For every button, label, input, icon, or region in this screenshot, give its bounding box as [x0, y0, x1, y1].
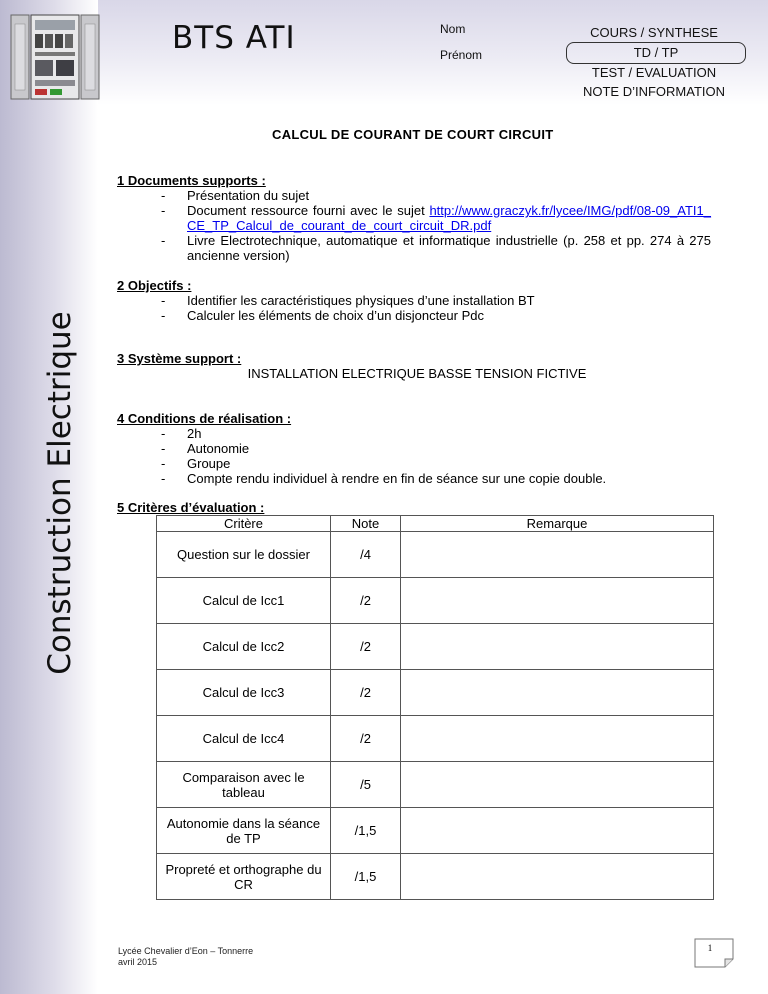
table-cell-remarque[interactable] — [401, 762, 714, 808]
list-item-text: Identifier les caractéristiques physiques d’une installation BT — [187, 293, 535, 308]
footer — [118, 946, 253, 968]
header-remarque: Remarque — [401, 516, 714, 532]
list-item-text: Présentation du sujet — [187, 188, 310, 203]
footer-school: Lycée Chevalier d’Eon – Tonnerre — [118, 946, 254, 956]
evaluation-table — [156, 515, 714, 900]
list-item-text: Document ressource fourni avec le sujet — [187, 203, 430, 218]
list-item — [159, 293, 535, 308]
list-item — [159, 203, 711, 233]
table-row — [157, 854, 714, 900]
list-item-text: Calculer les éléments de choix d’un disjoncteur Pdc — [187, 308, 484, 323]
section-objectifs — [117, 278, 535, 323]
table-row — [157, 532, 714, 578]
table-cell-remarque[interactable] — [401, 716, 714, 762]
header-note: Note — [331, 516, 401, 532]
footer-date: avril 2015 — [118, 957, 158, 967]
table-cell-critere: Calcul de Icc1 — [157, 578, 331, 624]
section-conditions — [117, 411, 606, 486]
table-row — [157, 578, 714, 624]
list-item-text: Groupe — [187, 456, 231, 471]
category-note-information: NOTE D’INFORMATION — [582, 84, 726, 99]
table-cell-remarque[interactable] — [401, 670, 714, 716]
list-item-text: Compte rendu individuel à rendre en fin de séance sur une copie double. — [187, 471, 607, 486]
side-title: Construction Electrique — [42, 311, 78, 675]
section-documents — [117, 173, 711, 263]
electrical-cabinet-image — [10, 14, 100, 100]
table-cell-critere: Calcul de Icc3 — [157, 670, 331, 716]
section-criteres — [117, 500, 264, 515]
table-row — [157, 762, 714, 808]
table-cell-note: /2 — [331, 624, 401, 670]
list-item — [159, 233, 711, 263]
side-title-container — [36, 288, 84, 698]
school-short-title: BTS ATI — [172, 20, 296, 56]
list-item — [159, 471, 606, 486]
table-cell-remarque[interactable] — [401, 578, 714, 624]
nom-label: Nom — [440, 22, 466, 36]
section-systeme-title: 3 Système support : — [117, 351, 242, 366]
section-documents-title: 1 Documents supports : — [117, 173, 266, 188]
table-cell-remarque[interactable] — [401, 532, 714, 578]
table-cell-note: /1,5 — [331, 854, 401, 900]
list-item — [159, 426, 606, 441]
table-cell-critere: Question sur le dossier — [157, 532, 331, 578]
list-item — [159, 456, 606, 471]
table-cell-note: /1,5 — [331, 808, 401, 854]
table-cell-note: /2 — [331, 716, 401, 762]
list-item-text: 2h — [187, 426, 202, 441]
table-cell-remarque[interactable] — [401, 624, 714, 670]
list-item — [159, 188, 711, 203]
table-cell-note: /2 — [331, 670, 401, 716]
table-cell-remarque[interactable] — [401, 808, 714, 854]
table-cell-critere: Autonomie dans la séance de TP — [157, 808, 331, 854]
section-objectifs-title: 2 Objectifs : — [117, 278, 192, 293]
list-item-text: Livre Electrotechnique, automatique et informatique industrielle (p. 258 et pp. 274 à 275 ancienne version) — [187, 233, 711, 263]
section-conditions-title: 4 Conditions de réalisation : — [117, 411, 292, 426]
page-number: 1 — [707, 943, 713, 953]
table-row — [157, 670, 714, 716]
category-td-tp-selected: TD / TP — [566, 42, 746, 64]
table-cell-remarque[interactable] — [401, 854, 714, 900]
table-row — [157, 808, 714, 854]
list-item-text: Autonomie — [187, 441, 250, 456]
category-test-evaluation: TEST / EVALUATION — [591, 65, 717, 80]
table-cell-note: /2 — [331, 578, 401, 624]
table-cell-note: /4 — [331, 532, 401, 578]
table-row — [157, 716, 714, 762]
systeme-value: INSTALLATION ELECTRIQUE BASSE TENSION FICTIVE — [247, 366, 587, 381]
header-critere: Critère — [157, 516, 331, 532]
table-header-row — [157, 516, 714, 532]
prenom-label: Prénom — [440, 48, 483, 62]
table-row — [157, 624, 714, 670]
section-systeme — [117, 351, 717, 381]
category-cours-synthese: COURS / SYNTHESE — [590, 25, 718, 40]
table-cell-critere: Calcul de Icc4 — [157, 716, 331, 762]
section-criteres-title: 5 Critères d’évaluation : — [117, 500, 265, 515]
list-item — [159, 308, 535, 323]
table-cell-critere: Comparaison avec le tableau — [157, 762, 331, 808]
document-link[interactable]: http://www.graczyk.fr/lycee/IMG/pdf/08-09_ATI1_CE_TP_Calcul_de_courant_de_court_circuit_DR.pdf — [187, 203, 711, 233]
table-cell-note: /5 — [331, 762, 401, 808]
page-title: CALCUL DE COURANT DE COURT CIRCUIT — [272, 127, 554, 142]
list-item — [159, 441, 606, 456]
table-cell-critere: Propreté et orthographe du CR — [157, 854, 331, 900]
table-cell-critere: Calcul de Icc2 — [157, 624, 331, 670]
